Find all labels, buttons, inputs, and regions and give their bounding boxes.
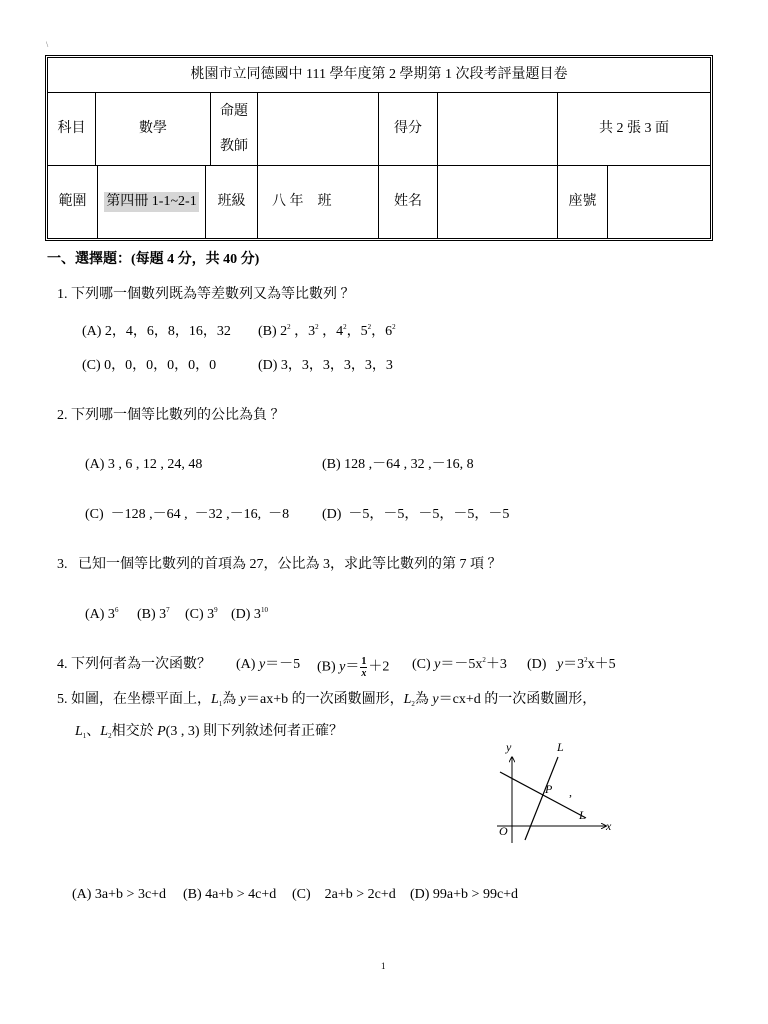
score-field: [438, 93, 558, 166]
steep-line-label: L: [557, 740, 564, 754]
text-run: (3 , 3) 則下列敘述何者正確？: [165, 724, 343, 739]
text-run: 5. 如圖，在坐標平面上，: [57, 692, 211, 707]
question-3-option-d: [231, 606, 268, 624]
question-4-option-d: [527, 656, 616, 674]
corner-mark: \: [46, 40, 49, 49]
question-5-option-a: [72, 886, 166, 904]
x-axis-label: x: [606, 819, 612, 833]
question-2-option-c: [85, 506, 289, 524]
subscript: 2: [108, 732, 112, 740]
text-run: ，3: [290, 324, 316, 339]
score-label: 得分: [379, 93, 438, 166]
question-2-stem: 2. 下列哪一個等比數列的公比為負 ？: [57, 408, 285, 423]
origin-label: O: [499, 824, 508, 838]
page-number: 1: [381, 961, 386, 971]
question-5-option-c: [292, 886, 396, 904]
fraction-numerator: 1: [361, 656, 367, 667]
name-label: 姓名: [379, 166, 438, 238]
superscript: 7: [166, 606, 170, 614]
question-1-stem: 1. 下列哪一個數列既為等差數列又為等比數列 ？: [57, 287, 355, 302]
text-run: (C) 3: [185, 607, 215, 622]
text-run: ，4: [318, 324, 344, 339]
question-1-option-b: [258, 323, 396, 341]
question-2-option-b: [322, 456, 474, 474]
superscript: 2: [392, 323, 396, 331]
text-run: (A) 3: [85, 607, 115, 622]
text-run: (D) 3，3，3，3，3，3: [258, 358, 393, 373]
math-variable: y: [258, 657, 266, 672]
superscript: 2: [482, 656, 486, 664]
text-run: 相交於: [111, 724, 158, 739]
question-4-option-c: [412, 656, 507, 674]
setter-label: [211, 93, 258, 166]
exam-title: 桃園市立同德國中 111 學年度第 2 學期第 1 次段考評量題目卷: [48, 58, 710, 93]
sheet-count: 共 2 張 3 面: [558, 93, 710, 166]
comma-mark: ,: [569, 785, 572, 799]
superscript: 2: [367, 323, 372, 331]
question-2-option-a: [85, 456, 202, 474]
text-run: (C): [412, 657, 435, 672]
seat-field: [608, 166, 710, 238]
text-run: (C) －128 ,－64 , －32 ,－16, －8: [85, 507, 290, 522]
math-variable: y: [556, 657, 564, 672]
text-run: ，6: [371, 324, 393, 339]
seat-label: 座號: [558, 166, 608, 238]
text-run: x＋5: [587, 657, 616, 672]
class-label: 班級: [206, 166, 258, 238]
superscript: 2: [315, 323, 319, 331]
text-run: ＝－5x: [440, 657, 483, 672]
text-run: (D) 3: [231, 607, 261, 622]
text-run: 、: [86, 724, 101, 739]
line-l-steep: [525, 757, 558, 840]
superscript: 9: [214, 606, 218, 614]
class-value: 八 年 班: [258, 166, 379, 238]
text-run: ＝ax+b 的一次函數圖形，: [246, 692, 404, 707]
text-run: ，5: [346, 324, 368, 339]
range-value: 第四冊 1-1~2-1: [104, 192, 198, 212]
text-run: (A) 3 , 6 , 12 , 24, 48: [85, 457, 203, 472]
question-5-stem-line-1: [57, 691, 596, 709]
text-run: (D) 99a+b > 99c+d: [410, 887, 519, 902]
question-1-option-a: [82, 323, 231, 341]
question-2-option-d: [322, 506, 509, 524]
text-run: (B) 128 ,－64 , 32 ,－16, 8: [322, 457, 474, 472]
setter-label-line-2: 教師: [220, 139, 248, 154]
math-variable: y: [239, 692, 247, 707]
superscript: 2: [287, 323, 291, 331]
subscript: 1: [82, 732, 87, 740]
question-5-option-d: [410, 886, 518, 904]
text-run: (A) 3a+b > 3c+d: [72, 887, 167, 902]
math-variable: y: [434, 657, 441, 672]
text-run: (B) 4a+b > 4c+d: [183, 887, 277, 902]
section-title: 一、選擇題：(每題 4 分，共 40 分): [47, 252, 260, 267]
question-4-option-a: [236, 656, 300, 674]
question-5-option-b: [183, 886, 276, 904]
math-variable: L: [75, 724, 83, 739]
question-1-option-d: [258, 357, 393, 375]
math-variable: L: [211, 692, 219, 707]
superscript: 6: [114, 606, 119, 614]
fraction-denominator: x: [361, 668, 367, 679]
text-run: (A) 2，4，6，8，16，32: [82, 324, 231, 339]
question-1-option-c: [82, 357, 216, 375]
setter-field: [258, 93, 379, 166]
name-field: [438, 166, 558, 238]
range-label: 範圍: [48, 166, 98, 238]
question-4-stem: 4. 下列何者為一次函數？: [57, 657, 211, 672]
text-run: (D): [527, 657, 557, 672]
math-variable: L: [100, 724, 109, 739]
superscript: 2: [343, 323, 347, 331]
subscript: 2: [411, 700, 415, 708]
intersection-point-label: P: [545, 782, 553, 796]
subscript: 1: [218, 700, 223, 708]
superscript: 10: [260, 606, 268, 614]
math-variable: L: [403, 692, 412, 707]
text-run: (B): [317, 659, 340, 675]
text-run: ＝3: [563, 657, 585, 672]
fraction: [360, 656, 367, 679]
subject-value: 數學: [96, 93, 211, 166]
question-5-stem-line-2: [75, 723, 343, 741]
range-cell: [98, 166, 206, 238]
shallow-line-label: L: [579, 808, 586, 822]
exam-header-table: [45, 55, 713, 241]
line-l-shallow: [500, 772, 586, 818]
setter-label-line-1: 命題: [220, 104, 248, 119]
question-4-option-b: [317, 656, 389, 679]
y-axis-label: y: [506, 740, 512, 754]
text-run: (C) 2a+b > 2c+d: [292, 887, 396, 902]
math-variable: y: [432, 692, 439, 707]
text-run: (B) 3: [137, 607, 167, 622]
text-run: 為: [414, 692, 433, 707]
text-run: (C) 0，0，0，0，0，0: [82, 358, 217, 373]
text-run: (B) 2: [258, 324, 288, 339]
text-run: (D) －5，－5，－5，－5，－5: [322, 507, 510, 522]
text-run: ＋3: [485, 657, 507, 672]
math-variable: y: [339, 659, 346, 675]
superscript: 2: [584, 656, 588, 664]
question-3-stem: 3. 已知一個等比數列的首項為 27，公比為 3，求此等比數列的第 7 項 ？: [57, 557, 502, 572]
subject-label: 科目: [48, 93, 96, 166]
question-3-option-c: [185, 606, 218, 624]
math-variable: P: [157, 724, 166, 739]
text-run: ＝cx+d 的一次函數圖形，: [438, 692, 597, 707]
question-3-option-a: [85, 606, 118, 624]
text-run: (A): [236, 657, 259, 672]
text-run: ＝－5: [265, 657, 301, 672]
text-run: 為: [222, 692, 240, 707]
question-5-graph: [490, 738, 620, 848]
question-3-option-b: [137, 606, 170, 624]
text-run: ＝: [345, 659, 360, 675]
text-run: ＋2: [368, 659, 390, 675]
